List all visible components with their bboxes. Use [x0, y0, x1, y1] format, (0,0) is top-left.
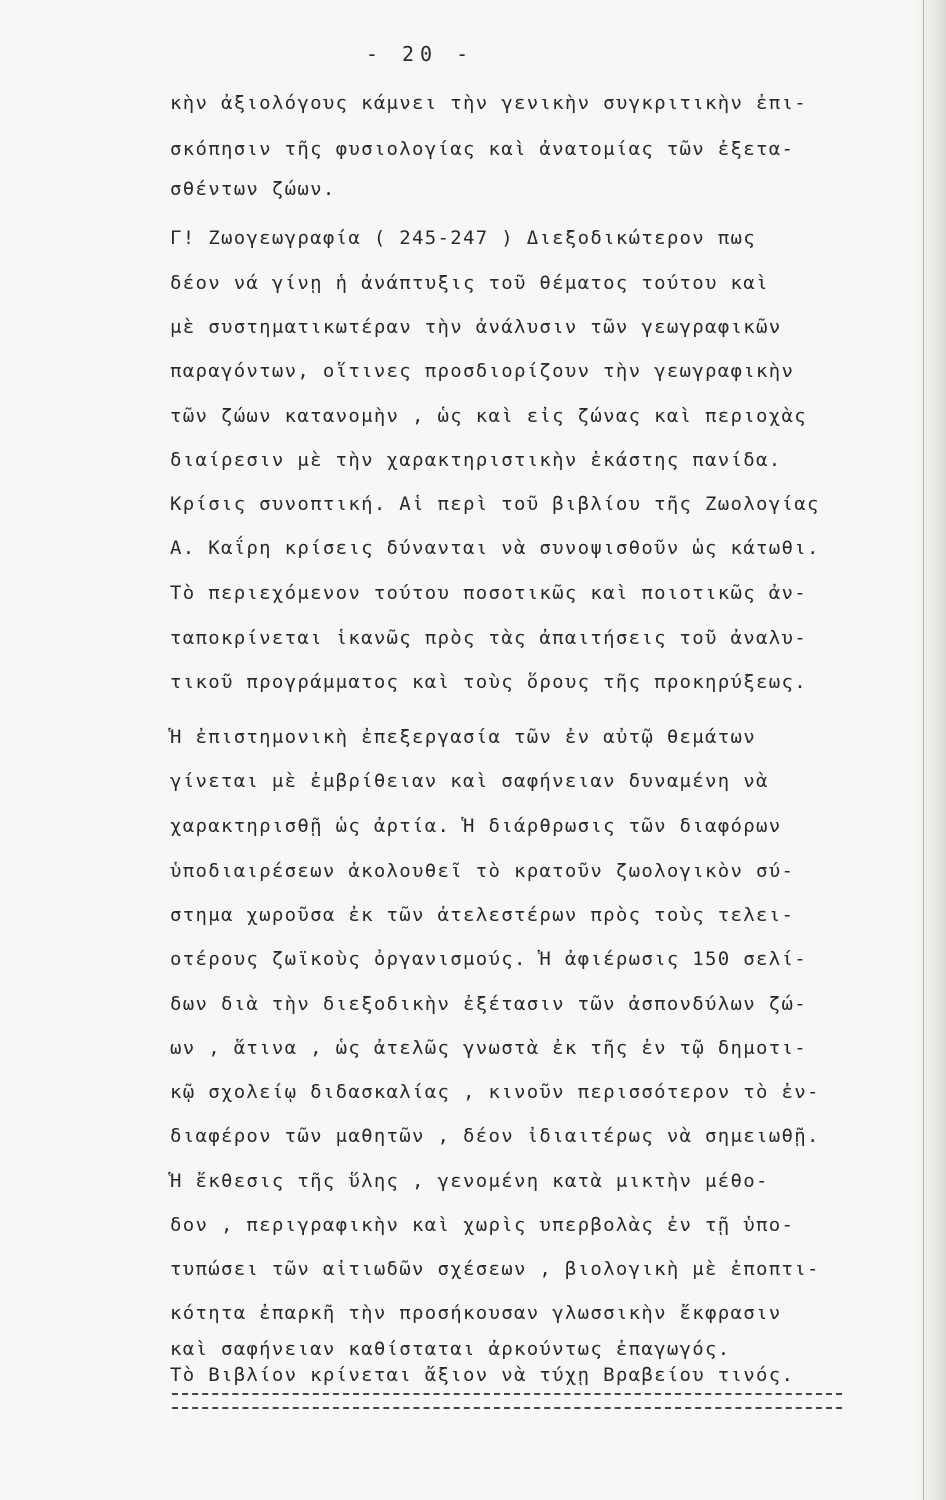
text-line: Κρίσις συνοπτική. Αἱ περὶ τοῦ βιβλίου τῆς Ζωολογίας — [170, 493, 820, 515]
text-line: ων , ἅτινα , ὡς ἀτελῶς γνωστὰ ἐκ τῆς ἐν τῷ δημοτι- — [170, 1037, 807, 1059]
text-line: δέον νά γίνῃ ἡ ἀνάπτυξις τοῦ θέματος τούτου καὶ — [170, 272, 769, 294]
text-line: σθέντων ζώων. — [170, 178, 336, 200]
text-line: παραγόντων, οἵτινες προσδιορίζουν τὴν γεωγραφικὴν — [170, 360, 795, 382]
text-line: μὲ συστηματικωτέραν τὴν ἀνάλυσιν τῶν γεωγραφικῶν — [170, 316, 782, 338]
text-line: οτέρους ζωϊκοὺς ὀργανισμούς. Ἡ ἀφιέρωσις 150 σελί- — [170, 948, 807, 970]
text-line: τυπώσει τῶν αἰτιωδῶν σχέσεων , βιολογικὴ μὲ ἐποπτι- — [170, 1258, 820, 1280]
text-line: στημα χωροῦσα ἐκ τῶν ἀτελεστέρων πρὸς τοὺς τελει- — [170, 904, 795, 926]
text-line: Τὸ Βιβλίον κρίνεται ἄξιον νὰ τύχῃ Βραβείου τινός. — [170, 1364, 795, 1386]
text-line: γίνεται μὲ ἐμβρίθειαν καὶ σαφήνειαν δυναμένη νὰ — [170, 770, 769, 792]
page-edge-shadow — [916, 0, 946, 1500]
text-line: τῶν ζώων κατανομὴν , ὡς καὶ εἰς ζώνας καὶ περιοχὰς — [170, 405, 807, 427]
text-line: δον , περιγραφικὴν καὶ χωρὶς υπερβολὰς ἐν τῇ ὑπο- — [170, 1214, 795, 1236]
text-line: Τὸ περιεχόμενον τούτου ποσοτικῶς καὶ ποιοτικῶς ἀν- — [170, 582, 807, 604]
text-line: διαφέρον τῶν μαθητῶν , δέον ἰδιαιτέρως νὰ σημειωθῇ. — [170, 1125, 820, 1147]
text-line: διαίρεσιν μὲ τὴν χαρακτηριστικὴν ἑκάστης πανίδα. — [170, 449, 782, 471]
text-line: Ἡ ἐπιστημονικὴ ἐπεξεργασία τῶν ἐν αὐτῷ θεμάτων — [170, 726, 756, 748]
page-edge-line — [923, 0, 924, 1500]
text-line: δων διὰ τὴν διεξοδικὴν ἐξέτασιν τῶν ἀσπονδύλων ζώ- — [170, 993, 807, 1015]
text-line: Ἡ ἔκθεσις τῆς ὕλης , γενομένη κατὰ μικτὴν μέθο- — [170, 1170, 769, 1192]
page-number: - 20 - — [365, 42, 475, 66]
text-line: καὶ σαφήνειαν καθίσταται ἀρκούντως ἐπαγωγός. — [170, 1338, 731, 1360]
text-line: κότητα ἐπαρκῆ τὴν προσήκουσαν γλωσσικὴν ἔκφρασιν — [170, 1302, 782, 1324]
text-line: κὴν ἀξιολόγους κάμνει τὴν γενικὴν συγκριτικὴν ἐπι- — [170, 92, 807, 114]
text-line: τικοῦ προγράμματος καὶ τοὺς ὅρους τῆς προκηρύξεως. — [170, 671, 807, 693]
text-line: σκόπησιν τῆς φυσιολογίας καὶ ἀνατομίας τῶν ἐξετα- — [170, 138, 795, 160]
text-line: Γ! Ζωογεωγραφία ( 245-247 ) Διεξοδικώτερον πως — [170, 227, 756, 249]
double-dashed-rule — [172, 1393, 842, 1409]
text-line: κῷ σχολείῳ διδασκαλίας , κινοῦν περισσότερον τὸ ἐν- — [170, 1081, 820, 1103]
text-line: ὑποδιαιρέσεων ἀκολουθεῖ τὸ κρατοῦν ζωολογικὸν σύ- — [170, 860, 795, 882]
text-line: χαρακτηρισθῇ ὡς ἀρτία. Ἡ διάρθρωσις τῶν διαφόρων — [170, 815, 782, 837]
text-line: ταποκρίνεται ἱκανῶς πρὸς τὰς ἀπαιτήσεις τοῦ ἀναλυ- — [170, 627, 807, 649]
text-line: Α. Καΐρη κρίσεις δύνανται νὰ συνοψισθοῦν ὡς κάτωθι. — [170, 537, 820, 559]
